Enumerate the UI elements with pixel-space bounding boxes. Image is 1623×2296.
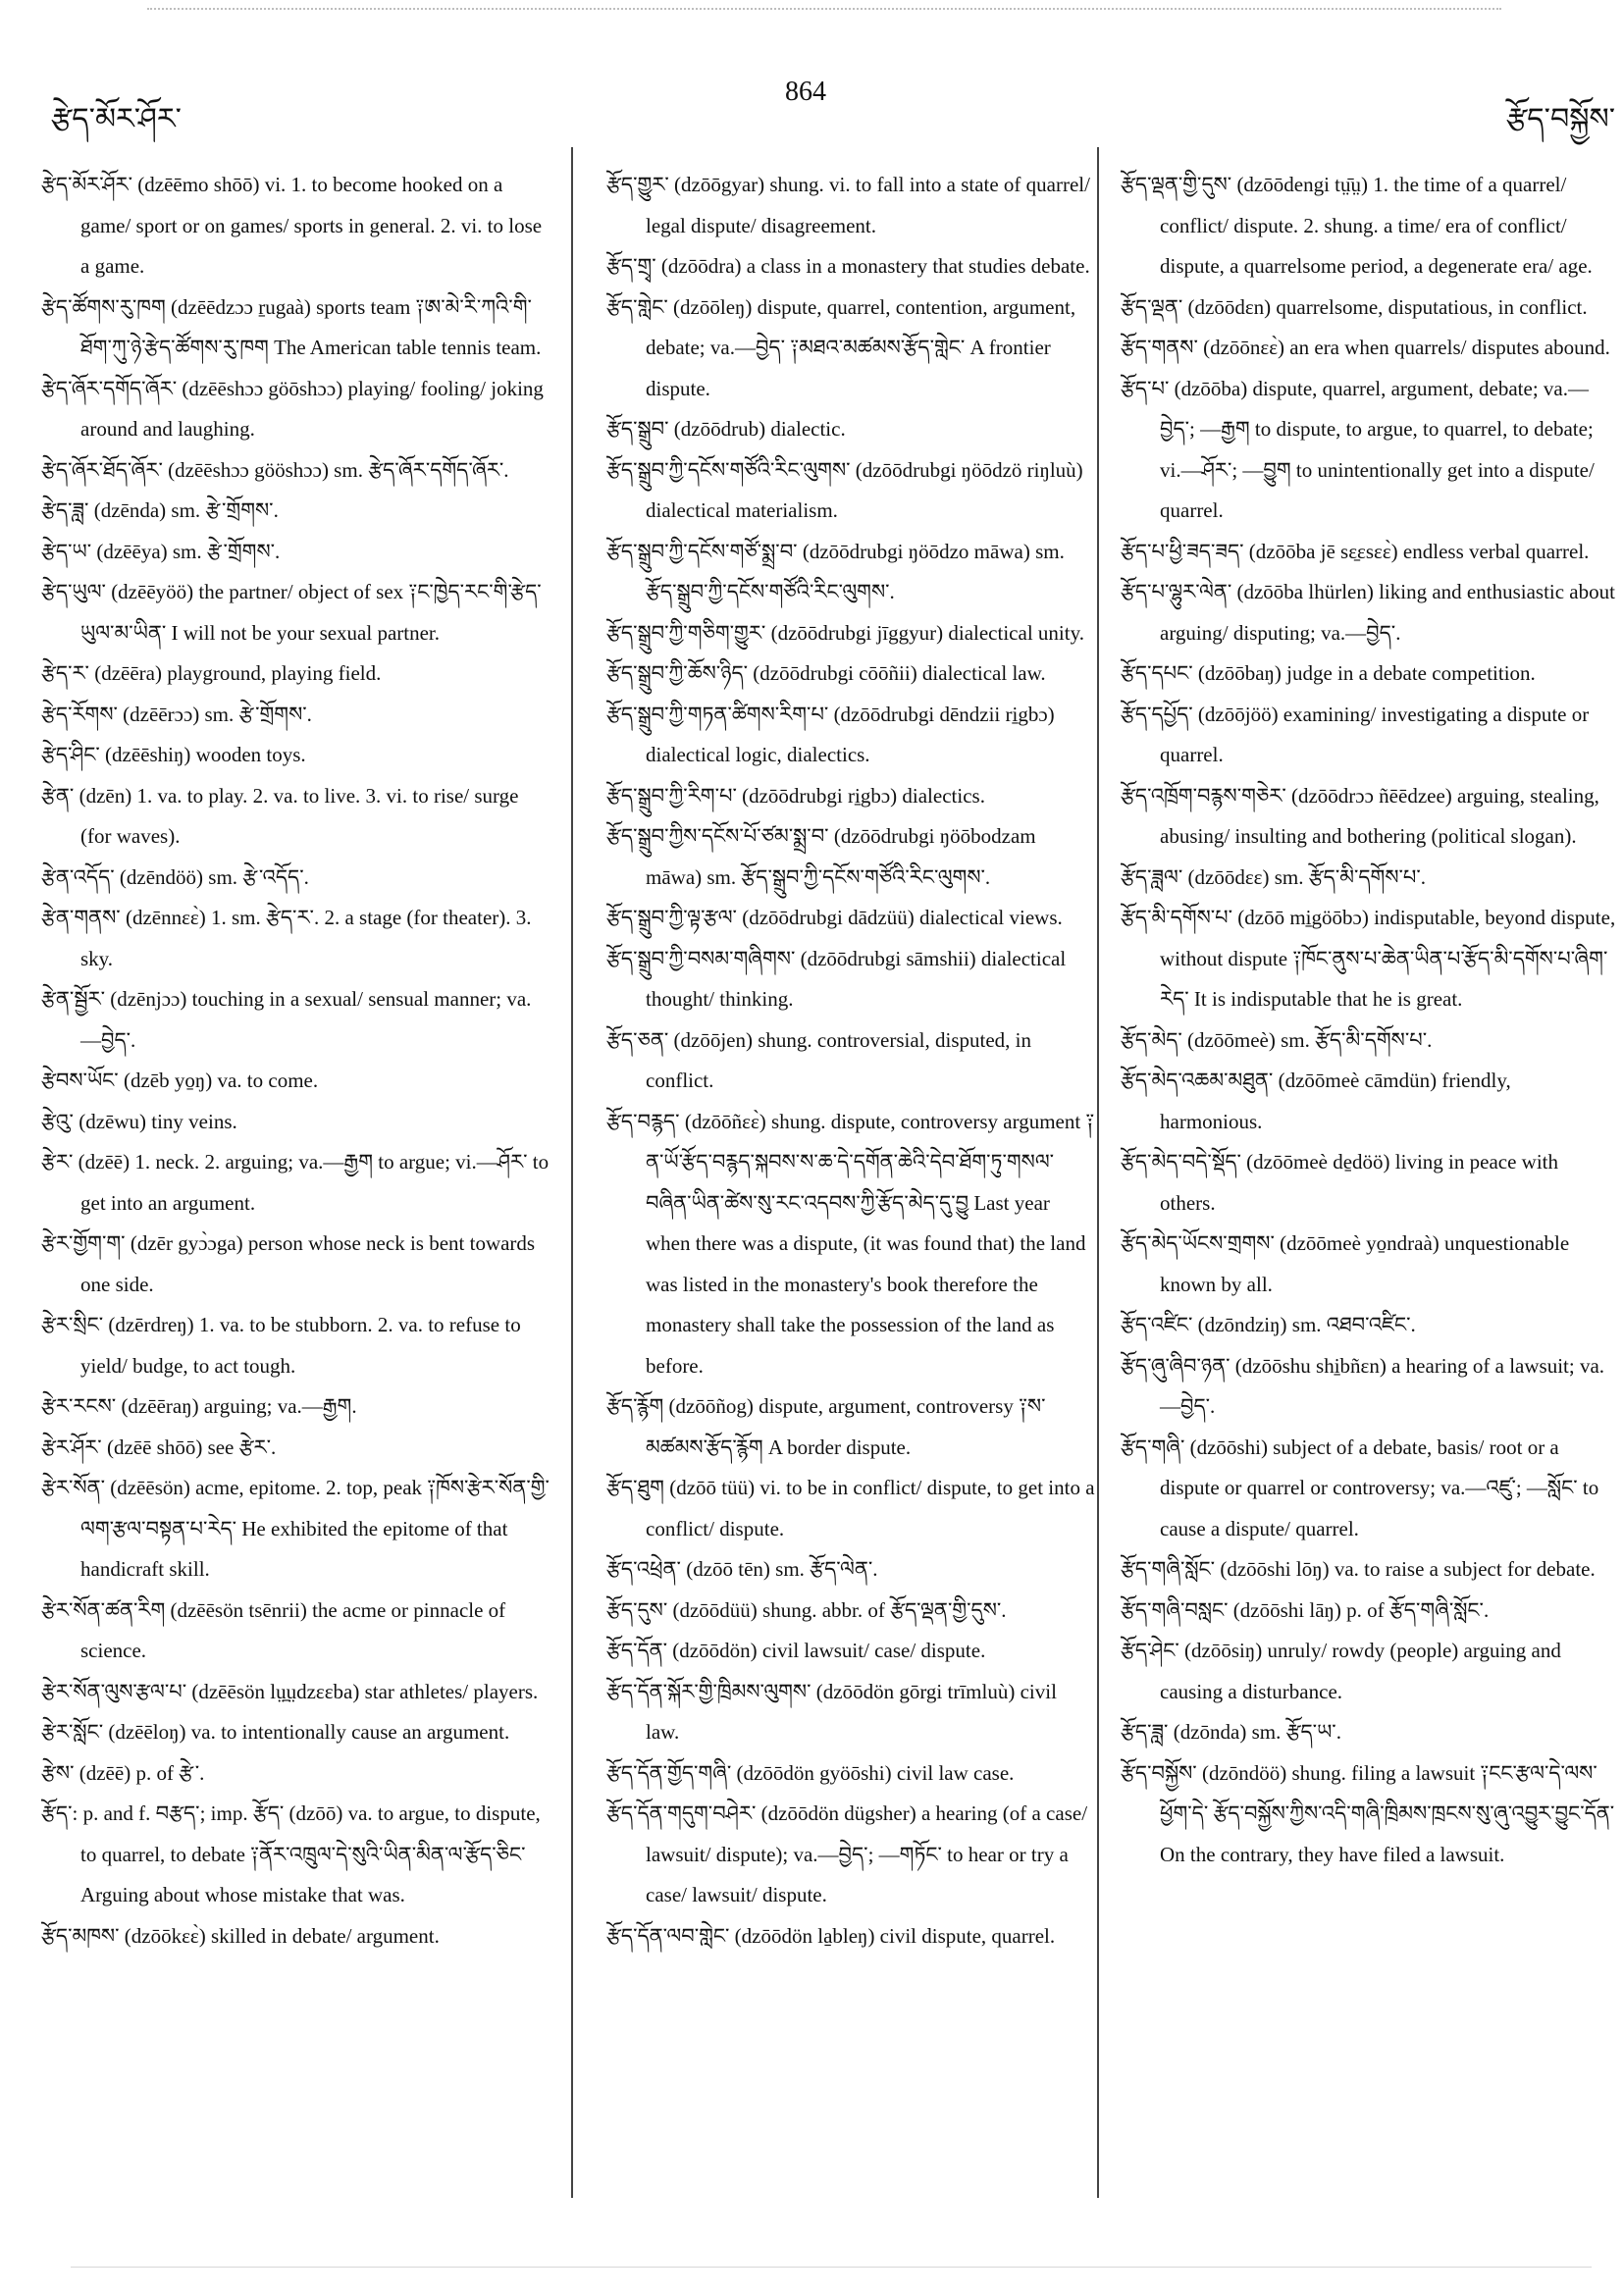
dictionary-entry: རྩོད་གཞི་སློང་ (dzōōshi lōŋ) va. to raise a subject for debate. <box>1121 1557 1596 1581</box>
dictionary-entry: རྩོད་མཁས་ (dzōōkɛɛ̀) skilled in debate/ argument. <box>41 1923 440 1948</box>
column-divider <box>1097 147 1099 2198</box>
dictionary-entry: རྩོད་སྒྲུབ་ཀྱི་གཅིག་གྱུར་ (dzōōdrubgi jīggyur) dialectical unity. <box>606 620 1084 645</box>
dictionary-entry: རྩོད་སྒྲུབ་ཀྱི་ཆོས་ཉིད་ (dzōōdrubgi cōōñii) dialectical law. <box>606 661 1046 685</box>
dictionary-entry: རྩེད་ཞོར་ཐོད་ཞོར་ (dzēēshɔɔ gööshɔɔ) sm. རྩེད་ཞོར་དགོད་ཞོར་. <box>41 457 509 482</box>
dictionary-entry: རྩེད་ཞོར་དགོད་ཞོར་ (dzēēshɔɔ göōshɔɔ) playing/ fooling/ joking around and laughing. <box>41 376 544 441</box>
top-scan-line <box>147 8 1501 10</box>
column-divider <box>571 147 573 2198</box>
dictionary-entry: རྩོད་མི་དགོས་པ་ (dzōō mi̱göōbɔ) indisputable, beyond dispute, without dispute ༑ཁོང་ནུས་པ་ཆེན་ཡིན་པ་རྩོད་མི་དགོས་པ་ཞིག་རེད་ It is indisputable that he is great. <box>1121 906 1616 1011</box>
dictionary-entry: རྩེད་ར་ (dzēēra) playground, playing field. <box>41 661 382 685</box>
dictionary-entry: རྩེར་ (dzēē) 1. neck. 2. arguing; va.—རྒྱག to argue; vi.—ཤོར་ to get into an argument. <box>41 1150 550 1215</box>
dictionary-entry: རྩེན་གནས་ (dzēnnɛɛ̀) 1. sm. རྩེད་ར་. 2. a stage (for theater). 3. sky. <box>41 906 532 970</box>
dictionary-entry: རྩོད་གྱུར་ (dzōōgyar) shung. vi. to fall into a state of quarrel/ legal dispute/ disagreement. <box>606 173 1090 237</box>
dictionary-entry: རྩོད་སྒྲུབ་ (dzōōdrub) dialectic. <box>606 417 846 441</box>
dictionary-entry: རྩེན་སྦྱོར་ (dzēnjɔɔ) touching in a sexual/ sensual manner; va.—བྱེད་. <box>41 987 532 1052</box>
dictionary-entry: རྩོད་ཟླལ་ (dzōōdɛɛ) sm. རྩོད་མི་དགོས་པ་. <box>1121 864 1427 889</box>
dictionary-entry: རྩོད་སྒྲུབ་ཀྱི་བསམ་གཞིགས་ (dzōōdrubgi sāmshii) dialectical thought/ thinking. <box>606 946 1067 1011</box>
dictionary-entry: རྩེན་ (dzēn) 1. va. to play. 2. va. to live. 3. vi. to rise/ surge (for waves). <box>41 783 519 848</box>
page-header <box>0 69 1623 135</box>
page-number: 864 <box>785 77 826 107</box>
dictionary-entry: རྩོད་མེད་ (dzōōmeè) sm. རྩོད་མི་དགོས་པ་. <box>1121 1027 1433 1052</box>
dictionary-entry: རྩེར་སློང་ (dzēēloŋ) va. to intentionally cause an argument. <box>41 1720 510 1744</box>
dictionary-entry: རྩེད་ཟླ་ (dzēnda) sm. རྩེ་གྲོགས་. <box>41 498 279 522</box>
dictionary-entry: རྩོད་སྒྲུབ་ཀྱི་རིག་པ་ (dzōōdrubgi ri̱gbɔ) dialectics. <box>606 783 985 808</box>
dictionary-entry: རྩེད་ཡུལ་ (dzēēyöö) the partner/ object of sex ༑ང་ཁྱེད་རང་གི་རྩེད་ཡུལ་མ་ཡིན་ I will not be your sexual partner. <box>41 580 542 645</box>
dictionary-entry: རྩོད་བརྙད་ (dzōōñɛɛ̀) shung. dispute, controversy argument ༑ན་ཡོ་རྩོད་བརྙད་སྐབས་ས་ཆ་དེ་དགོན་ཆེའི་དེབ་ཐོག་ཏུ་གསལ་བཞིན་ཡིན་ཚེས་སུ་རང་འདབས་ཀྱི་རྩོད་མེད་དུ་བྱུ Last year when there was a dispute, (it was found that) the land was listed in the monastery's book therefore the monastery shall take the possession of the land as before. <box>606 1109 1095 1378</box>
dictionary-entry: རྩོད་: p. and f. བརྩད་; imp. རྩོད་ (dzōō) va. to argue, to dispute, to quarrel, to debate ༑ནོར་འཁྲུལ་དེ་སུའི་ཡིན་མིན་ལ་རྩོད་ཅིང་ Arguing about whose mistake that was. <box>41 1801 541 1906</box>
dictionary-entry: རྩོད་ཤེང་ (dzōōsiŋ) unruly/ rowdy (people) arguing and causing a disturbance. <box>1121 1639 1561 1703</box>
dictionary-entry: རྩེད་མོར་ཤོར་ (dzēēmo shōō) vi. 1. to become hooked on a game/ sport or on games/ sports in general. 2. vi. to lose a game. <box>41 173 543 278</box>
dictionary-entry: རྩོད་ཟླ་ (dzōnda) sm. རྩོད་ཡ་. <box>1121 1720 1341 1744</box>
dictionary-entry: རྩོད་པ་ཕྱི་ཟད་ཟད་ (dzōōba jē sɛ̱ɛsɛɛ̀) endless verbal quarrel. <box>1121 539 1590 563</box>
dictionary-entry: རྩོད་ཞུ་ཞིབ་ཉན་ (dzōōshu shi̱bñɛn) a hearing of a lawsuit; va.—བྱེད་. <box>1121 1353 1605 1418</box>
dictionary-entry: རྩོད་འཁྲོག་བརྙས་གཅེར་ (dzōōdrɔɔ ñēēdzee) arguing, stealing, abusing/ insulting and bothering (political slogan). <box>1121 783 1599 848</box>
dictionary-entry: རྩེར་ཤོར་ (dzēē shōō) see རྩེར་. <box>41 1435 277 1459</box>
running-head-right: རྩོད་བསྐྱོས་ <box>1506 103 1615 135</box>
dictionary-entry: རྩེབས་ཡོང་ (dzēb yo̱ŋ) va. to come. <box>41 1069 319 1092</box>
dictionary-entry: རྩེས་ (dzēē) p. of རྩེ་. <box>41 1760 205 1785</box>
dictionary-entry: རྩེར་སོན་ལུས་རྩལ་པ་ (dzēēsön lṳ̱ṳdzɛɛba) star athletes/ players. <box>41 1679 539 1703</box>
dictionary-column-1 <box>41 165 551 2206</box>
dictionary-entry: རྩེར་གྱོག་ག་ (dzēr gyɔ̀ɔga) person whose neck is bent towards one side. <box>41 1231 536 1296</box>
bottom-scan-line <box>71 2267 1592 2268</box>
dictionary-entry: རྩེར་སྲིང་ (dzērdreŋ) 1. va. to be stubborn. 2. va. to refuse to yield/ budge, to act tough. <box>41 1313 521 1378</box>
dictionary-entry: རྩེར་སོན་ (dzēēsön) acme, epitome. 2. top, peak ༑ཁོས་རྩེར་སོན་གྱི་ལག་རྩལ་བསྟན་པ་རེད་ He exhibited the epitome of that handicraft skill. <box>41 1476 550 1581</box>
dictionary-entry: རྩེར་སོན་ཚན་རིག (dzēēsön tsēnrii) the acme or pinnacle of science. <box>41 1597 506 1662</box>
dictionary-entry: རྩོད་ལྡན་གྱི་དུས་ (dzōōdengi tṳ̄ṳ) 1. the time of a quarrel/ conflict/ dispute. 2. shung. a time/ era of conflict/ dispute, a quarrelsome period, a degenerate era/ age. <box>1121 173 1593 278</box>
dictionary-entry: རྩོད་བསྐྱོས་ (dzōndöö) shung. filing a lawsuit ༑ངང་རྩལ་དེ་ལས་ཕྱོག་དེ་ རྩོད་བསྐྱོས་ཀྱིས་འདི་གཞི་ཁྲིམས་ཁྲངས་སུ་ཞུ་འབྱུར་བྱུང་དོན་ On the contrary, they have filed a lawsuit. <box>1121 1760 1615 1866</box>
dictionary-entry: རྩོད་རྙོག (dzōōñog) dispute, argument, controversy ༑ས་མཚམས་རྩོད་རྙོག A border dispute. <box>606 1394 1046 1459</box>
running-head-left: རྩེད་མོར་ཤོར་ <box>51 103 182 135</box>
dictionary-entry: རྩོད་འཕྲེན་ (dzōō tēn) sm. རྩོད་ལེན་. <box>606 1557 878 1581</box>
dictionary-entry: རྩོད་སྒྲུབ་ཀྱི་གཏན་ཚིགས་རིག་པ་ (dzōōdrubgi dēndzii ri̱gbɔ) dialectical logic, dialectics. <box>606 702 1055 766</box>
dictionary-entry: རྩེའུ་ (dzēwu) tiny veins. <box>41 1109 237 1133</box>
dictionary-entry: རྩེད་ཤིང་ (dzēēshiŋ) wooden toys. <box>41 743 306 766</box>
dictionary-entry: རྩོད་ལྡན་ (dzōōdɛn) quarrelsome, disputatious, in conflict. <box>1121 294 1588 319</box>
dictionary-entry: རྩོད་སྒྲུབ་ཀྱི་དངོས་གཙོའི་རིང་ལུགས་ (dzōōdrubgi ŋöōdzö riŋluù) dialectical materialism. <box>606 457 1083 522</box>
dictionary-entry: རྩོད་དོན་ (dzōōdön) civil lawsuit/ case/ dispute. <box>606 1639 986 1662</box>
dictionary-entry: རྩེར་རངས་ (dzēēraŋ) arguing; va.—རྒྱག. <box>41 1394 357 1418</box>
dictionary-entry: རྩོད་དུས་ (dzōōdüü) shung. abbr. of རྩོད་ལྡན་གྱི་དུས་. <box>606 1597 1007 1622</box>
dictionary-entry: རྩོད་སྒྲུབ་ཀྱིས་དངོས་པོ་ཙམ་སྨྲ་བ་ (dzōōdrubgi ŋöōbodzam māwa) sm. རྩོད་སྒྲུབ་ཀྱི་དངོས་གཙོའི་རིང་ལུགས་. <box>606 824 1036 889</box>
dictionary-entry: རྩོད་སྒྲུབ་ཀྱི་ལྟ་རྩལ་ (dzōōdrubgi dādzüü) dialectical views. <box>606 906 1063 929</box>
dictionary-entry: རྩོད་དོན་ལབ་གླེང་ (dzōōdön la̱bleŋ) civil dispute, quarrel. <box>606 1923 1056 1948</box>
dictionary-entry: རྩོད་གྲྭ་ (dzōōdra) a class in a monastery that studies debate. <box>606 254 1090 278</box>
dictionary-entry: རྩོད་དོན་སྐོར་གྱི་ཁྲིམས་ལུགས་ (dzōōdön gōrgi trīmluù) civil law. <box>606 1679 1057 1744</box>
dictionary-entry: རྩོད་གླེང་ (dzōōleŋ) dispute, quarrel, contention, argument, debate; va.—བྱེད་ ༑མཐའ་མཚམས་རྩོད་གླེང་ A frontier dispute. <box>606 294 1076 400</box>
dictionary-entry: རྩེན་འདོད་ (dzēndöö) sm. རྩེ་འདོད་. <box>41 864 309 889</box>
dictionary-column-2 <box>606 165 1095 2206</box>
dictionary-entry: རྩོད་དོན་གདུག་བཤེར་ (dzōōdön dügsher) a hearing (of a case/ lawsuit/ dispute); va.—བྱེད་; —གཏོང་ to hear or try a case/ lawsuit/ dispute. <box>606 1801 1088 1906</box>
dictionary-entry: རྩོད་གཞི་བསླང་ (dzōōshi lāŋ) p. of རྩོད་གཞི་སློང་. <box>1121 1597 1490 1622</box>
dictionary-entry: རྩེད་རོགས་ (dzēērɔɔ) sm. རྩེ་གྲོགས་. <box>41 702 312 726</box>
dictionary-entry: རྩོད་པ་ལྷུར་ལེན་ (dzōōba lhürlen) liking and enthusiastic about arguing/ disputing; va.—བྱེད་. <box>1121 580 1615 645</box>
dictionary-entry: རྩོད་དཔྱོད་ (dzōōjöö) examining/ investigating a dispute or quarrel. <box>1121 702 1590 766</box>
dictionary-entry: རྩོད་དཔང་ (dzōōbaŋ) judge in a debate competition. <box>1121 661 1536 685</box>
dictionary-entry: རྩོད་ཐུག (dzōō tüü) vi. to be in conflict/ dispute, to get into a conflict/ dispute. <box>606 1476 1095 1540</box>
dictionary-entry: རྩེད་ཚོགས་རུ་ཁག (dzēēdzɔɔ ṟugaà) sports team ༑ཨ་མེ་རི་ཀའི་གི་ཐོག་ཀུ་ཉེ་རྩེད་ཚོགས་རུ་ཁག The American table tennis team. <box>41 294 542 359</box>
dictionary-entry: རྩོད་སྒྲུབ་ཀྱི་དངོས་གཙོ་སྨྲ་བ་ (dzōōdrubgi ŋöōdzo māwa) sm. རྩོད་སྒྲུབ་ཀྱི་དངོས་གཙོའི་རིང་ལུགས་. <box>606 539 1065 603</box>
dictionary-entry: རྩེད་ཡ་ (dzēēya) sm. རྩེ་གྲོགས་. <box>41 539 281 563</box>
dictionary-entry: རྩོད་པ་ (dzōōba) dispute, quarrel, argument, debate; va.—བྱེད་; —རྒྱག to dispute, to argue, to quarrel, to debate; vi.—ཤོར་; —བྱུག to unintentionally get into a dispute/ quarrel. <box>1121 376 1595 522</box>
dictionary-entry: རྩོད་འཛིང་ (dzōndziŋ) sm. འཐབ་འཛིང་. <box>1121 1313 1416 1336</box>
dictionary-entry: རྩོད་དོན་གྱོད་གཞི་ (dzōōdön gyöōshi) civil law case. <box>606 1760 1015 1785</box>
dictionary-entry: རྩོད་མེད་ཡོངས་གྲགས་ (dzōōmeè yo̱ndraà) unquestionable known by all. <box>1121 1231 1570 1296</box>
dictionary-entry: རྩོད་གཞི་ (dzōōshi) subject of a debate, basis/ root or a dispute or quarrel or controversy; va.—འཛུ་; —སློང་ to cause a dispute/ quarrel. <box>1121 1435 1599 1540</box>
dictionary-entry: རྩོད་གནས་ (dzōōnɛɛ̀) an era when quarrels/ disputes abound. <box>1121 336 1610 359</box>
dictionary-entry: རྩོད་མེད་བདེ་སྡོད་ (dzōōmeè de̱döö) living in peace with others. <box>1121 1150 1558 1215</box>
dictionary-column-3 <box>1121 165 1616 2206</box>
dictionary-entry: རྩོད་ཅན་ (dzōōjen) shung. controversial, disputed, in conflict. <box>606 1027 1032 1092</box>
dictionary-entry: རྩོད་མེད་འཆམ་མཐུན་ (dzōōmeè cāmdün) friendly, harmonious. <box>1121 1069 1511 1133</box>
